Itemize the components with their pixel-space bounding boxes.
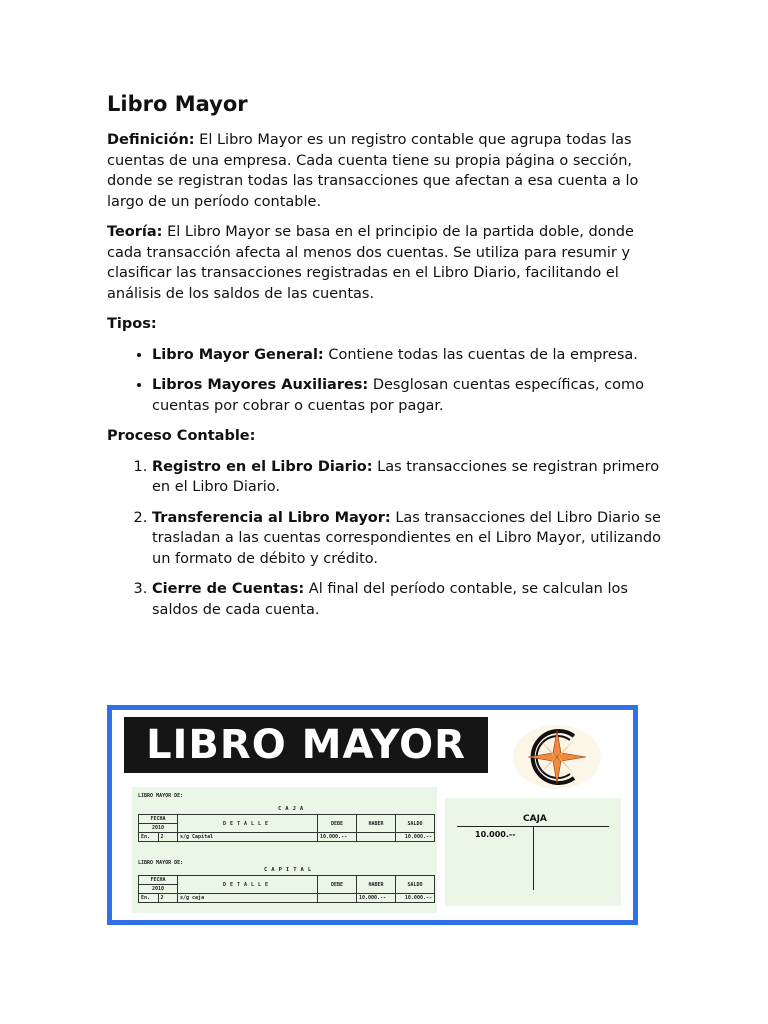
row-saldo: 10.000.-- bbox=[396, 833, 435, 842]
row-debe: 10.000.-- bbox=[318, 833, 357, 842]
process-heading-text: Proceso Contable: bbox=[107, 428, 256, 444]
types-heading-text: Tipos: bbox=[107, 316, 157, 332]
table-row bbox=[139, 894, 435, 903]
ledger-table-caja bbox=[138, 814, 435, 842]
ledger-label: LIBRO MAYOR DE: bbox=[138, 860, 184, 866]
detalle-header: DETALLE bbox=[178, 876, 318, 894]
table-row bbox=[139, 833, 435, 842]
ledger-account-name: CAPITAL bbox=[264, 867, 316, 873]
row-saldo: 10.000.-- bbox=[396, 894, 435, 903]
ledger-label: LIBRO MAYOR DE: bbox=[138, 793, 184, 799]
ledger-tables-panel bbox=[132, 787, 437, 913]
row-debe bbox=[318, 894, 357, 903]
theory-paragraph bbox=[107, 222, 667, 304]
step-label: Cierre de Cuentas: bbox=[152, 581, 305, 597]
row-day: 2 bbox=[158, 833, 178, 842]
row-haber bbox=[357, 833, 396, 842]
compass-logo-icon bbox=[512, 724, 602, 790]
row-day: 2 bbox=[158, 894, 178, 903]
fecha-header: FECHA bbox=[139, 876, 178, 885]
definition-text: El Libro Mayor es un registro contable que agrupa todas las cuentas de una empresa. Cada cuenta tiene su propia página o sección, donde se registran todas las transacciones que afectan a esa cuenta a lo largo de un período contable. bbox=[107, 132, 639, 210]
type-text: Desglosan cuentas específicas, como cuentas por cobrar o cuentas por pagar. bbox=[152, 377, 645, 414]
theory-label: Teoría: bbox=[107, 224, 163, 240]
process-list bbox=[107, 457, 667, 621]
type-label: Libros Mayores Auxiliares: bbox=[152, 377, 369, 393]
debe-header: DEBE bbox=[318, 815, 357, 833]
detalle-header: DETALLE bbox=[178, 815, 318, 833]
document-body bbox=[107, 90, 667, 630]
type-text: Contiene todas las cuentas de la empresa. bbox=[323, 346, 638, 363]
row-month: En. bbox=[139, 894, 159, 903]
debe-header: DEBE bbox=[318, 876, 357, 894]
t-account-debit-value: 10.000.-- bbox=[475, 830, 516, 839]
libro-mayor-figure bbox=[107, 705, 638, 925]
process-heading bbox=[107, 426, 667, 447]
definition-label: Definición: bbox=[107, 132, 195, 148]
ledger-table-capital bbox=[138, 875, 435, 903]
step-label: Registro en el Libro Diario: bbox=[152, 458, 373, 475]
list-item bbox=[152, 375, 667, 416]
theory-text: El Libro Mayor se basa en el principio de la partida doble, donde cada transacción afecta al menos dos cuentas. Se utiliza para resumir y clasificar las transacciones registradas en el Libro Diario, facilitando el análisis de los saldos de las cuentas. bbox=[107, 224, 634, 302]
year-header: 2010 bbox=[139, 885, 178, 894]
t-account-vertical-line bbox=[533, 826, 534, 890]
list-item bbox=[152, 345, 667, 366]
fecha-header: FECHA bbox=[139, 815, 178, 824]
haber-header: HABER bbox=[357, 815, 396, 833]
saldo-header: SALDO bbox=[396, 815, 435, 833]
types-heading bbox=[107, 314, 667, 335]
step-text: Las transacciones se registran primero en el Libro Diario. bbox=[152, 458, 660, 495]
t-account-caja bbox=[445, 798, 621, 906]
types-list bbox=[107, 345, 667, 417]
definition-paragraph bbox=[107, 130, 667, 212]
row-detail: s/g Capital bbox=[178, 833, 318, 842]
step-text: Al final del período contable, se calculan los saldos de cada cuenta. bbox=[152, 581, 628, 618]
row-haber: 10.000.-- bbox=[357, 894, 396, 903]
saldo-header: SALDO bbox=[396, 876, 435, 894]
haber-header: HABER bbox=[357, 876, 396, 894]
step-label: Transferencia al Libro Mayor: bbox=[152, 509, 391, 526]
t-account-title: CAJA bbox=[523, 814, 547, 824]
type-label: Libro Mayor General: bbox=[152, 346, 324, 363]
ledger-account-name: CAJA bbox=[278, 806, 308, 812]
libro-mayor-banner: LIBRO MAYOR bbox=[124, 717, 488, 773]
list-item bbox=[152, 579, 667, 620]
list-item bbox=[152, 457, 667, 498]
list-item bbox=[152, 508, 667, 570]
year-header: 2010 bbox=[139, 824, 178, 833]
row-month: En. bbox=[139, 833, 159, 842]
step-text: Las transacciones del Libro Diario se trasladan a las cuentas correspondientes en el Libro Mayor, utilizando un formato de débito y crédito. bbox=[152, 509, 661, 567]
page-title: Libro Mayor bbox=[107, 92, 248, 116]
row-detail: s/g caja bbox=[178, 894, 318, 903]
